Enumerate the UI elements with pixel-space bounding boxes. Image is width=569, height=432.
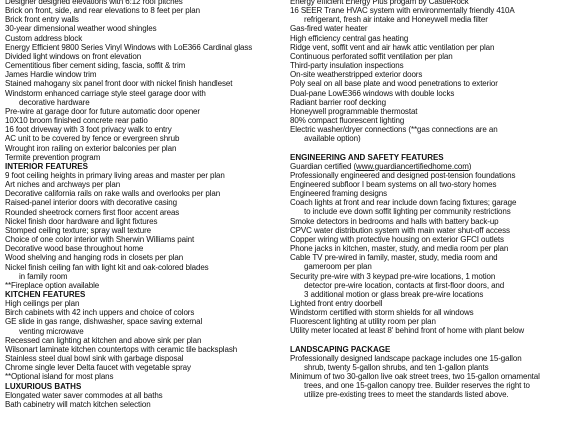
feature-line: Elongated water saver commodes at all baths <box>5 390 163 400</box>
feature-line-continuation: 3 additional motion or glass break pre-wire locations <box>304 289 484 299</box>
feature-line: 9 foot ceiling heights in primary living areas and master per plan <box>5 170 225 180</box>
feature-line: Custom address block <box>5 33 83 43</box>
feature-line: Energy efficient Energy Plus progam by CastleRock <box>290 0 469 6</box>
feature-line: AC unit to be covered by fence or evergreen shrub <box>5 134 180 144</box>
feature-line: Professionally designed landscape package includes one 15-gallon <box>290 353 522 363</box>
feature-line: Utility meter located at least 8' behind front of home with plant below <box>290 326 525 336</box>
feature-line: Stomped ceiling texture; spray wall texture <box>5 225 151 235</box>
interior-features-list <box>5 171 267 290</box>
feature-line: CPVC water distribution system with main water shut-off access <box>290 225 510 235</box>
energy-features-list <box>290 0 562 144</box>
feature-line: Ridge vent, soffit vent and air hawk attic ventilation per plan <box>290 42 495 52</box>
feature-line-continuation: refrigerant, fresh air intake and Honeywell media filter <box>304 15 488 25</box>
feature-line: Phone jacks in kitchen, master, study, and media room per plan <box>290 244 509 254</box>
feature-line: High ceilings per plan <box>5 299 80 309</box>
feature-line-continuation: to include eve down soffit lighting per community restrictions <box>304 207 511 217</box>
feature-line: 16 SEER Trane HVAC system with environmentally friendly 410A <box>290 6 515 16</box>
feature-line: High efficiency central gas heating <box>290 33 409 43</box>
feature-line: Pre-wire at garage door for future automatic door opener <box>5 106 200 116</box>
feature-line: Divided light windows on front elevation <box>5 51 142 61</box>
feature-line: Nickel finish door hardware and light fixtures <box>5 216 158 226</box>
feature-line: Fluorescent lighting at utility room per plan <box>290 317 436 327</box>
feature-line: Engineered framing designs <box>290 189 388 199</box>
guardian-prefix: Guardian certified ( <box>290 161 357 171</box>
kitchen-features-list <box>5 299 267 381</box>
feature-line: Copper wiring with protective housing on exterior GFCI outlets <box>290 234 504 244</box>
feature-line: Nickel finish ceiling fan with light kit and oak-colored blades <box>5 262 209 272</box>
feature-line-continuation: trees, and one 15-gallon canopy tree. Builder reserves the right to <box>304 381 530 391</box>
feature-line: Designer designed elevations with 6:12 roof pitches <box>5 0 183 6</box>
feature-line: Termite prevention program <box>5 152 101 162</box>
feature-line: Minimum of two 30-gallon live oak street trees, two 15-gallon ornamental <box>290 372 540 382</box>
feature-option-note: **Fireplace option available <box>5 280 100 290</box>
feature-line: Art niches and archways per plan <box>5 180 121 190</box>
feature-line-continuation: utilize pre-existing trees to meet the standards listed above. <box>304 390 509 400</box>
guardian-website-link[interactable]: www.guardiancertifiedhome.com <box>356 161 469 171</box>
feature-line: Decorative california rails on rake walls and overlooks per plan <box>5 189 221 199</box>
engineering-features-list <box>290 162 562 336</box>
feature-line: Chrome single lever Delta faucet with vegetable spray <box>5 363 191 373</box>
feature-line: Lighted front entry doorbell <box>290 299 383 308</box>
feature-line-continuation: detector pre-wire location, contacts at first-floor doors, and <box>304 280 505 290</box>
feature-line: Brick front entry walls <box>5 15 79 25</box>
feature-line: Cementitious fiber cement siding, fascia, soffit & trim <box>5 61 186 71</box>
feature-line: Professionally engineered and designed post-tension foundations <box>290 170 516 180</box>
feature-line: Wrought iron railing on exterior balconies per plan <box>5 143 177 153</box>
feature-line: Coach lights at front and rear include down facing fixtures; garage <box>290 198 517 208</box>
guardian-suffix: ) <box>468 161 472 171</box>
feature-line-continuation: shrub, twenty 5-gallon shrubs, and ten 1-gallon plants <box>304 362 489 372</box>
feature-line: On-site weatherstripped exterior doors <box>290 70 423 80</box>
feature-line: Brick on front, side, and rear elevations to 8 feet per plan <box>5 6 201 16</box>
feature-line-continuation: venting microwave <box>19 326 84 336</box>
feature-line-continuation: in family room <box>19 271 68 281</box>
interior-features-heading: INTERIOR FEATURES <box>5 161 88 171</box>
feature-line: Rounded sheetrock corners first floor accent areas <box>5 207 180 217</box>
feature-line: 80% compact fluorescent lighting <box>290 116 405 126</box>
feature-line-continuation: gameroom per plan <box>304 262 372 272</box>
feature-line: Radiant barrier roof decking <box>290 97 386 107</box>
feature-line: Smoke detectors in bedrooms and halls with battery back-up <box>290 216 499 226</box>
feature-line: Raised-panel interior doors with decorative casing <box>5 198 177 208</box>
feature-line: Bath cabinetry will match kitchen selection <box>5 399 151 409</box>
feature-line: Dual-pane LowE366 windows with double locks <box>290 88 455 98</box>
feature-option-note: **Optional island for most plans <box>5 372 114 382</box>
feature-line: James Hardie window trim <box>5 70 97 80</box>
feature-line: Wilsonart laminate kitchen countertops with ceramic tile backsplash <box>5 344 238 354</box>
feature-line: Stainless steel dual bowl sink with garbage disposal <box>5 354 184 364</box>
baths-features-list <box>5 391 267 409</box>
feature-line-continuation: decorative hardware <box>19 97 90 107</box>
kitchen-features-heading: KITCHEN FEATURES <box>5 290 86 299</box>
left-column <box>5 0 267 409</box>
feature-line: GE slide in gas range, dishwasher, space saving external <box>5 317 203 327</box>
right-column <box>290 0 562 400</box>
exterior-features-list <box>5 0 267 162</box>
luxurious-baths-heading: LUXURIOUS BATHS <box>5 381 82 391</box>
landscaping-features-list <box>290 354 562 400</box>
feature-line: Honeywell programmable thermostat <box>290 106 418 116</box>
feature-line: Electric washer/dryer connections (**gas connections are an <box>290 125 498 135</box>
feature-line: Gas-fired water heater <box>290 24 368 34</box>
feature-line: Third-party insulation inspections <box>290 61 404 71</box>
feature-line: Birch cabinets with 42 inch uppers and choice of colors <box>5 308 195 318</box>
feature-line: Energy Efficient 9800 Series Vinyl Windows with LoE366 Cardinal glass <box>5 42 253 52</box>
feature-line: Engineered subfloor I beam systems on all two-story homes <box>290 179 497 189</box>
landscaping-package-heading: LANDSCAPING PACKAGE <box>290 344 391 354</box>
guardian-certified-line <box>290 162 562 171</box>
feature-line: 10X10 broom finished concrete rear patio <box>5 116 148 126</box>
feature-line: 16 foot driveway with 3 foot privacy walk to entry <box>5 125 172 135</box>
feature-line: Stained mahogany six panel front door with nickel finish handleset <box>5 79 233 89</box>
engineering-safety-heading: ENGINEERING AND SAFETY FEATURES <box>290 152 444 162</box>
feature-line: Recessed can lighting at kitchen and above sink per plan <box>5 335 202 345</box>
feature-line: Continuous perforated soffit ventilation per plan <box>290 51 453 61</box>
feature-line: Choice of one color interior with Sherwin Williams paint <box>5 235 195 245</box>
feature-line: Decorative wood base throughout home <box>5 244 144 254</box>
feature-line: Windstorm enhanced carriage style steel garage door with <box>5 88 206 98</box>
feature-line: Cable TV pre-wired in family, master, study, media room and <box>290 253 498 263</box>
feature-line: Windstorm certified with storm shields for all windows <box>290 308 474 318</box>
feature-line: Security pre-wire with 3 keypad pre-wire locations, 1 motion <box>290 271 496 281</box>
feature-line: Wood shelving and hanging rods in closets per plan <box>5 253 184 263</box>
feature-line-continuation: available option) <box>304 134 361 144</box>
feature-line: Poly seal on all base plate and wood penetrations to exterior <box>290 79 498 89</box>
feature-line: 30-year dimensional weather wood shingles <box>5 24 157 34</box>
